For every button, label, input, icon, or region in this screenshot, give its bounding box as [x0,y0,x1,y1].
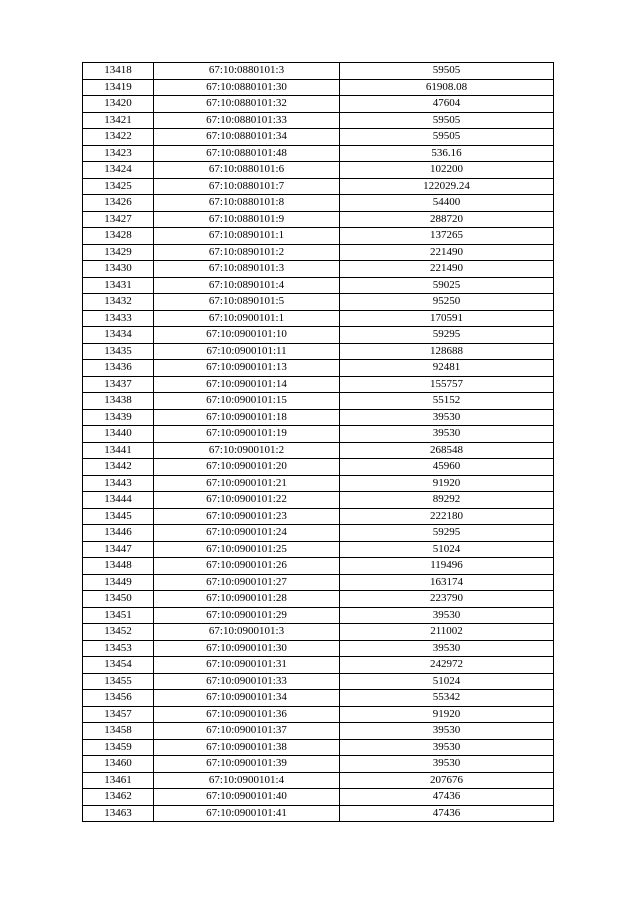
value-cell: 55152 [340,393,554,410]
row-number-cell: 13459 [83,739,154,756]
value-cell: 89292 [340,492,554,509]
cadastral-number-cell: 67:10:0880101:6 [154,162,340,179]
row-number-cell: 13421 [83,112,154,129]
row-number-cell: 13425 [83,178,154,195]
cadastral-number-cell: 67:10:0900101:31 [154,657,340,674]
cadastral-number-cell: 67:10:0900101:11 [154,343,340,360]
cadastral-number-cell: 67:10:0900101:34 [154,690,340,707]
table-row [83,277,554,294]
table-row [83,723,554,740]
value-cell: 39530 [340,409,554,426]
value-cell: 222180 [340,508,554,525]
value-cell: 59505 [340,63,554,80]
row-number-cell: 13440 [83,426,154,443]
table-row [83,294,554,311]
value-cell: 155757 [340,376,554,393]
row-number-cell: 13457 [83,706,154,723]
row-number-cell: 13420 [83,96,154,113]
cadastral-number-cell: 67:10:0880101:8 [154,195,340,212]
row-number-cell: 13439 [83,409,154,426]
table-row [83,459,554,476]
value-cell: 221490 [340,261,554,278]
value-cell: 122029.24 [340,178,554,195]
row-number-cell: 13428 [83,228,154,245]
table-body [83,63,554,822]
row-number-cell: 13463 [83,805,154,822]
value-cell: 51024 [340,541,554,558]
table-row [83,591,554,608]
row-number-cell: 13461 [83,772,154,789]
value-cell: 39530 [340,426,554,443]
value-cell: 221490 [340,244,554,261]
value-cell: 242972 [340,657,554,674]
value-cell: 536.16 [340,145,554,162]
table-row [83,195,554,212]
row-number-cell: 13427 [83,211,154,228]
value-cell: 39530 [340,607,554,624]
table-row [83,525,554,542]
row-number-cell: 13451 [83,607,154,624]
row-number-cell: 13422 [83,129,154,146]
value-cell: 59505 [340,112,554,129]
value-cell: 51024 [340,673,554,690]
value-cell: 128688 [340,343,554,360]
value-cell: 92481 [340,360,554,377]
value-cell: 54400 [340,195,554,212]
cadastral-number-cell: 67:10:0890101:5 [154,294,340,311]
table-row [83,228,554,245]
value-cell: 59295 [340,525,554,542]
cadastral-number-cell: 67:10:0900101:27 [154,574,340,591]
cadastral-number-cell: 67:10:0900101:20 [154,459,340,476]
row-number-cell: 13456 [83,690,154,707]
cadastral-number-cell: 67:10:0890101:2 [154,244,340,261]
table-row [83,690,554,707]
row-number-cell: 13434 [83,327,154,344]
cadastral-number-cell: 67:10:0890101:3 [154,261,340,278]
cadastral-number-cell: 67:10:0900101:18 [154,409,340,426]
row-number-cell: 13443 [83,475,154,492]
value-cell: 59505 [340,129,554,146]
row-number-cell: 13450 [83,591,154,608]
row-number-cell: 13419 [83,79,154,96]
cadastral-number-cell: 67:10:0900101:28 [154,591,340,608]
cadastral-number-cell: 67:10:0880101:3 [154,63,340,80]
value-cell: 137265 [340,228,554,245]
cadastral-number-cell: 67:10:0900101:33 [154,673,340,690]
value-cell: 223790 [340,591,554,608]
cadastral-number-cell: 67:10:0900101:26 [154,558,340,575]
table-row [83,673,554,690]
value-cell: 47436 [340,805,554,822]
row-number-cell: 13452 [83,624,154,641]
value-cell: 207676 [340,772,554,789]
value-cell: 59025 [340,277,554,294]
row-number-cell: 13437 [83,376,154,393]
cadastral-number-cell: 67:10:0900101:40 [154,789,340,806]
row-number-cell: 13436 [83,360,154,377]
table-row [83,129,554,146]
cadastral-number-cell: 67:10:0900101:30 [154,640,340,657]
table-row [83,624,554,641]
row-number-cell: 13432 [83,294,154,311]
table-row [83,409,554,426]
value-cell: 95250 [340,294,554,311]
row-number-cell: 13429 [83,244,154,261]
value-cell: 47604 [340,96,554,113]
cadastral-number-cell: 67:10:0880101:9 [154,211,340,228]
row-number-cell: 13438 [83,393,154,410]
table-row [83,244,554,261]
value-cell: 55342 [340,690,554,707]
row-number-cell: 13454 [83,657,154,674]
cadastral-number-cell: 67:10:0900101:25 [154,541,340,558]
row-number-cell: 13453 [83,640,154,657]
row-number-cell: 13430 [83,261,154,278]
table-row [83,360,554,377]
cadastral-number-cell: 67:10:0900101:19 [154,426,340,443]
cadastral-number-cell: 67:10:0900101:41 [154,805,340,822]
cadastral-number-cell: 67:10:0900101:24 [154,525,340,542]
row-number-cell: 13449 [83,574,154,591]
table-row [83,772,554,789]
table-row [83,63,554,80]
cadastral-number-cell: 67:10:0900101:4 [154,772,340,789]
cadastral-number-cell: 67:10:0880101:7 [154,178,340,195]
table-row [83,706,554,723]
cadastral-value-table [82,62,554,822]
row-number-cell: 13418 [83,63,154,80]
table-row [83,310,554,327]
value-cell: 39530 [340,723,554,740]
table-row [83,178,554,195]
row-number-cell: 13447 [83,541,154,558]
cadastral-number-cell: 67:10:0900101:23 [154,508,340,525]
cadastral-number-cell: 67:10:0900101:21 [154,475,340,492]
value-cell: 170591 [340,310,554,327]
cadastral-number-cell: 67:10:0900101:39 [154,756,340,773]
value-cell: 39530 [340,739,554,756]
row-number-cell: 13435 [83,343,154,360]
table-row [83,162,554,179]
row-number-cell: 13458 [83,723,154,740]
table-row [83,112,554,129]
table-row [83,508,554,525]
table-row [83,442,554,459]
row-number-cell: 13455 [83,673,154,690]
cadastral-number-cell: 67:10:0900101:22 [154,492,340,509]
value-cell: 119496 [340,558,554,575]
value-cell: 211002 [340,624,554,641]
value-cell: 102200 [340,162,554,179]
table-row [83,426,554,443]
row-number-cell: 13446 [83,525,154,542]
table-row [83,756,554,773]
row-number-cell: 13442 [83,459,154,476]
cadastral-number-cell: 67:10:0900101:14 [154,376,340,393]
table-row [83,343,554,360]
row-number-cell: 13445 [83,508,154,525]
value-cell: 268548 [340,442,554,459]
value-cell: 59295 [340,327,554,344]
row-number-cell: 13448 [83,558,154,575]
row-number-cell: 13426 [83,195,154,212]
table-row [83,492,554,509]
table-row [83,640,554,657]
value-cell: 39530 [340,756,554,773]
row-number-cell: 13423 [83,145,154,162]
table-row [83,327,554,344]
cadastral-number-cell: 67:10:0880101:30 [154,79,340,96]
cadastral-number-cell: 67:10:0900101:37 [154,723,340,740]
table-row [83,805,554,822]
row-number-cell: 13431 [83,277,154,294]
cadastral-number-cell: 67:10:0880101:32 [154,96,340,113]
cadastral-number-cell: 67:10:0900101:1 [154,310,340,327]
table-row [83,558,554,575]
row-number-cell: 13444 [83,492,154,509]
table-row [83,211,554,228]
value-cell: 163174 [340,574,554,591]
table-row [83,145,554,162]
cadastral-number-cell: 67:10:0900101:29 [154,607,340,624]
cadastral-number-cell: 67:10:0900101:13 [154,360,340,377]
row-number-cell: 13433 [83,310,154,327]
table-row [83,739,554,756]
cadastral-number-cell: 67:10:0900101:38 [154,739,340,756]
table-row [83,475,554,492]
table-row [83,261,554,278]
value-cell: 288720 [340,211,554,228]
cadastral-number-cell: 67:10:0900101:15 [154,393,340,410]
table-row [83,376,554,393]
cadastral-number-cell: 67:10:0890101:1 [154,228,340,245]
cadastral-number-cell: 67:10:0880101:33 [154,112,340,129]
cadastral-number-cell: 67:10:0890101:4 [154,277,340,294]
cadastral-number-cell: 67:10:0900101:36 [154,706,340,723]
value-cell: 47436 [340,789,554,806]
value-cell: 45960 [340,459,554,476]
value-cell: 39530 [340,640,554,657]
row-number-cell: 13424 [83,162,154,179]
value-cell: 91920 [340,475,554,492]
table-row [83,79,554,96]
cadastral-number-cell: 67:10:0880101:48 [154,145,340,162]
table-row [83,657,554,674]
row-number-cell: 13460 [83,756,154,773]
table-row [83,541,554,558]
table-row [83,789,554,806]
row-number-cell: 13441 [83,442,154,459]
row-number-cell: 13462 [83,789,154,806]
table-row [83,96,554,113]
table-row [83,607,554,624]
table-row [83,393,554,410]
value-cell: 61908.08 [340,79,554,96]
value-cell: 91920 [340,706,554,723]
cadastral-number-cell: 67:10:0900101:3 [154,624,340,641]
cadastral-number-cell: 67:10:0900101:2 [154,442,340,459]
table-row [83,574,554,591]
cadastral-number-cell: 67:10:0900101:10 [154,327,340,344]
cadastral-number-cell: 67:10:0880101:34 [154,129,340,146]
